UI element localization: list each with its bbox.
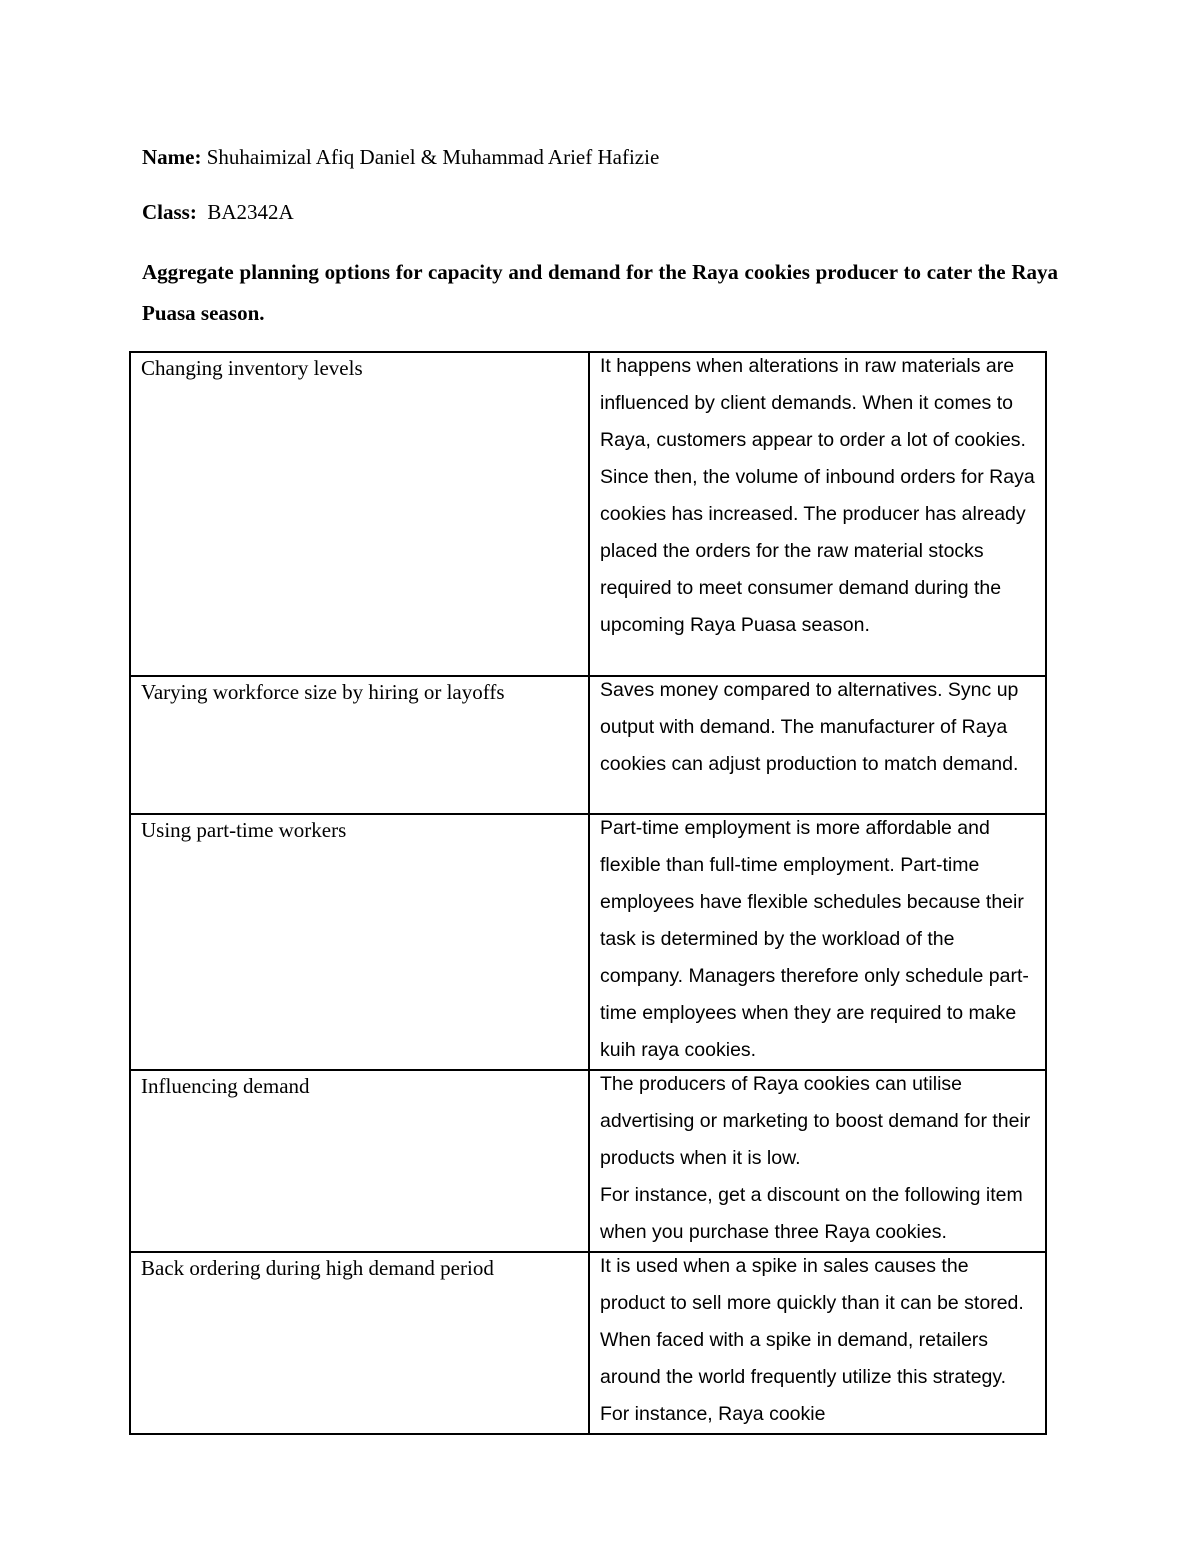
option-description-text: It happens when alterations in raw materials are influenced by client demands. When it comes to Raya, customers appear to order a lot of cookies. Since then, the volume of inbound orders for Raya cookies has increased. The producer has already placed the orders for the raw material stocks required to meet consumer demand during the upcoming Raya Puasa season. — [600, 355, 1035, 636]
planning-options-table — [129, 351, 1047, 1435]
option-description-text: It is used when a spike in sales causes the product to sell more quickly than it can be stored. When faced with a spike in demand, retailers around the world frequently utilize this strategy. For instance, Raya cookie — [600, 1255, 1024, 1425]
document-title: Aggregate planning options for capacity and demand for the Raya cookies producer to cater the Raya Puasa season. — [142, 260, 1058, 325]
option-description-text: Saves money compared to alternatives. Sync up output with demand. The manufacturer of Raya cookies can adjust production to match demand. — [600, 679, 1019, 775]
option-name: Back ordering during high demand period — [130, 1252, 589, 1434]
option-description-text: The producers of Raya cookies can utilise advertising or marketing to boost demand for their products when it is low. For instance, get a discount on the following item when you purchase three Raya cookies. — [600, 1073, 1031, 1243]
option-name: Using part-time workers — [130, 814, 589, 1070]
option-description — [589, 1070, 1046, 1252]
class-line — [142, 198, 294, 226]
option-name: Varying workforce size by hiring or layoffs — [130, 676, 589, 814]
table-row — [130, 676, 1046, 814]
option-description — [589, 1252, 1046, 1434]
student-names-line — [142, 143, 659, 171]
option-name: Changing inventory levels — [130, 352, 589, 676]
student-names: Shuhaimizal Afiq Daniel & Muhammad Arief Hafizie — [201, 145, 660, 169]
class-label: Class: — [142, 200, 197, 224]
class-code: BA2342A — [196, 200, 294, 224]
option-description — [589, 352, 1046, 676]
table-row — [130, 1070, 1046, 1252]
option-description-text: Part-time employment is more affordable and flexible than full-time employment. Part-time employees have flexible schedules because their task is determined by the workload of the company. Managers therefore only schedule part-time employees when they are required to make kuih raya cookies. — [600, 817, 1029, 1061]
table-row — [130, 352, 1046, 676]
option-description — [589, 814, 1046, 1070]
option-name: Influencing demand — [130, 1070, 589, 1252]
option-description — [589, 676, 1046, 814]
table-row — [130, 1252, 1046, 1434]
name-label: Name: — [142, 145, 202, 169]
table-row — [130, 814, 1046, 1070]
